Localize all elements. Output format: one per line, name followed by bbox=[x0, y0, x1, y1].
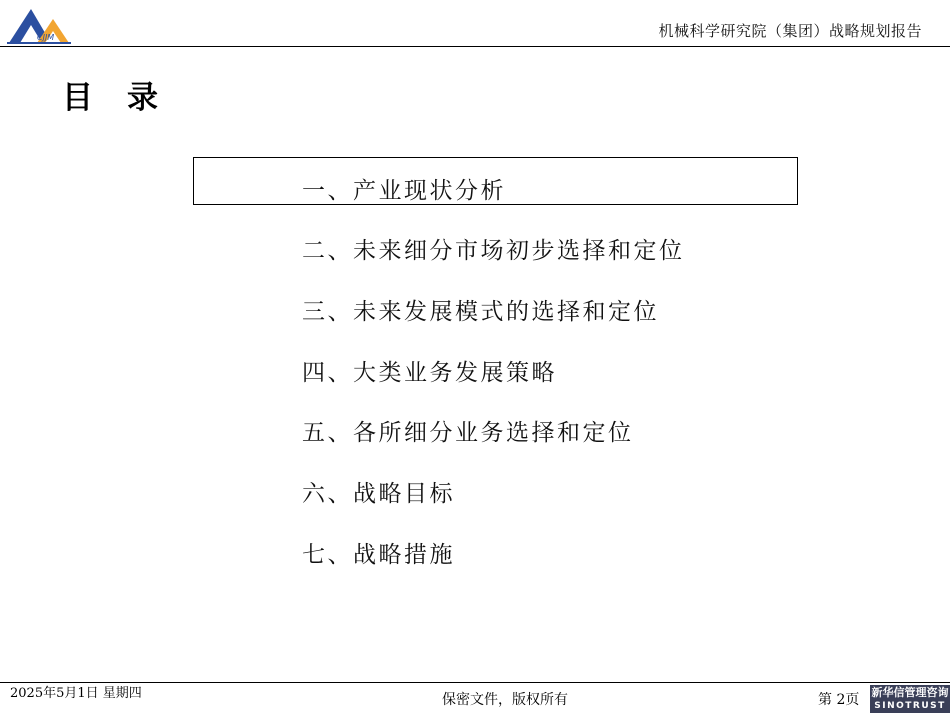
confidential-notice: 保密文件，版权所有 bbox=[442, 692, 568, 708]
toc-item-6[interactable]: 六、战略目标 bbox=[302, 481, 455, 507]
brand-en-text: SINOTRUST bbox=[874, 701, 946, 711]
page-number: 第 2页 bbox=[818, 692, 860, 708]
page-title: 目录 bbox=[62, 80, 192, 116]
toc-item-7[interactable]: 七、战略措施 bbox=[302, 542, 455, 568]
sinotrust-logo bbox=[870, 685, 950, 713]
footer-date: 2025年5月1日 星期四 bbox=[10, 686, 142, 701]
toc-item-1[interactable]: 一、产业现状分析 bbox=[302, 178, 506, 204]
toc-item-5[interactable]: 五、各所细分业务选择和定位 bbox=[302, 420, 634, 446]
logo-text: CJJM bbox=[37, 33, 55, 42]
footer-divider bbox=[0, 682, 950, 683]
toc-item-3[interactable]: 三、未来发展模式的选择和定位 bbox=[302, 299, 659, 325]
brand-cn-text: 新华信管理咨询 bbox=[871, 686, 949, 699]
toc-item-2[interactable]: 二、未来细分市场初步选择和定位 bbox=[302, 238, 685, 264]
toc-item-4[interactable]: 四、大类业务发展策略 bbox=[302, 360, 557, 386]
report-title: 机械科学研究院（集团）战略规划报告 bbox=[658, 22, 922, 40]
